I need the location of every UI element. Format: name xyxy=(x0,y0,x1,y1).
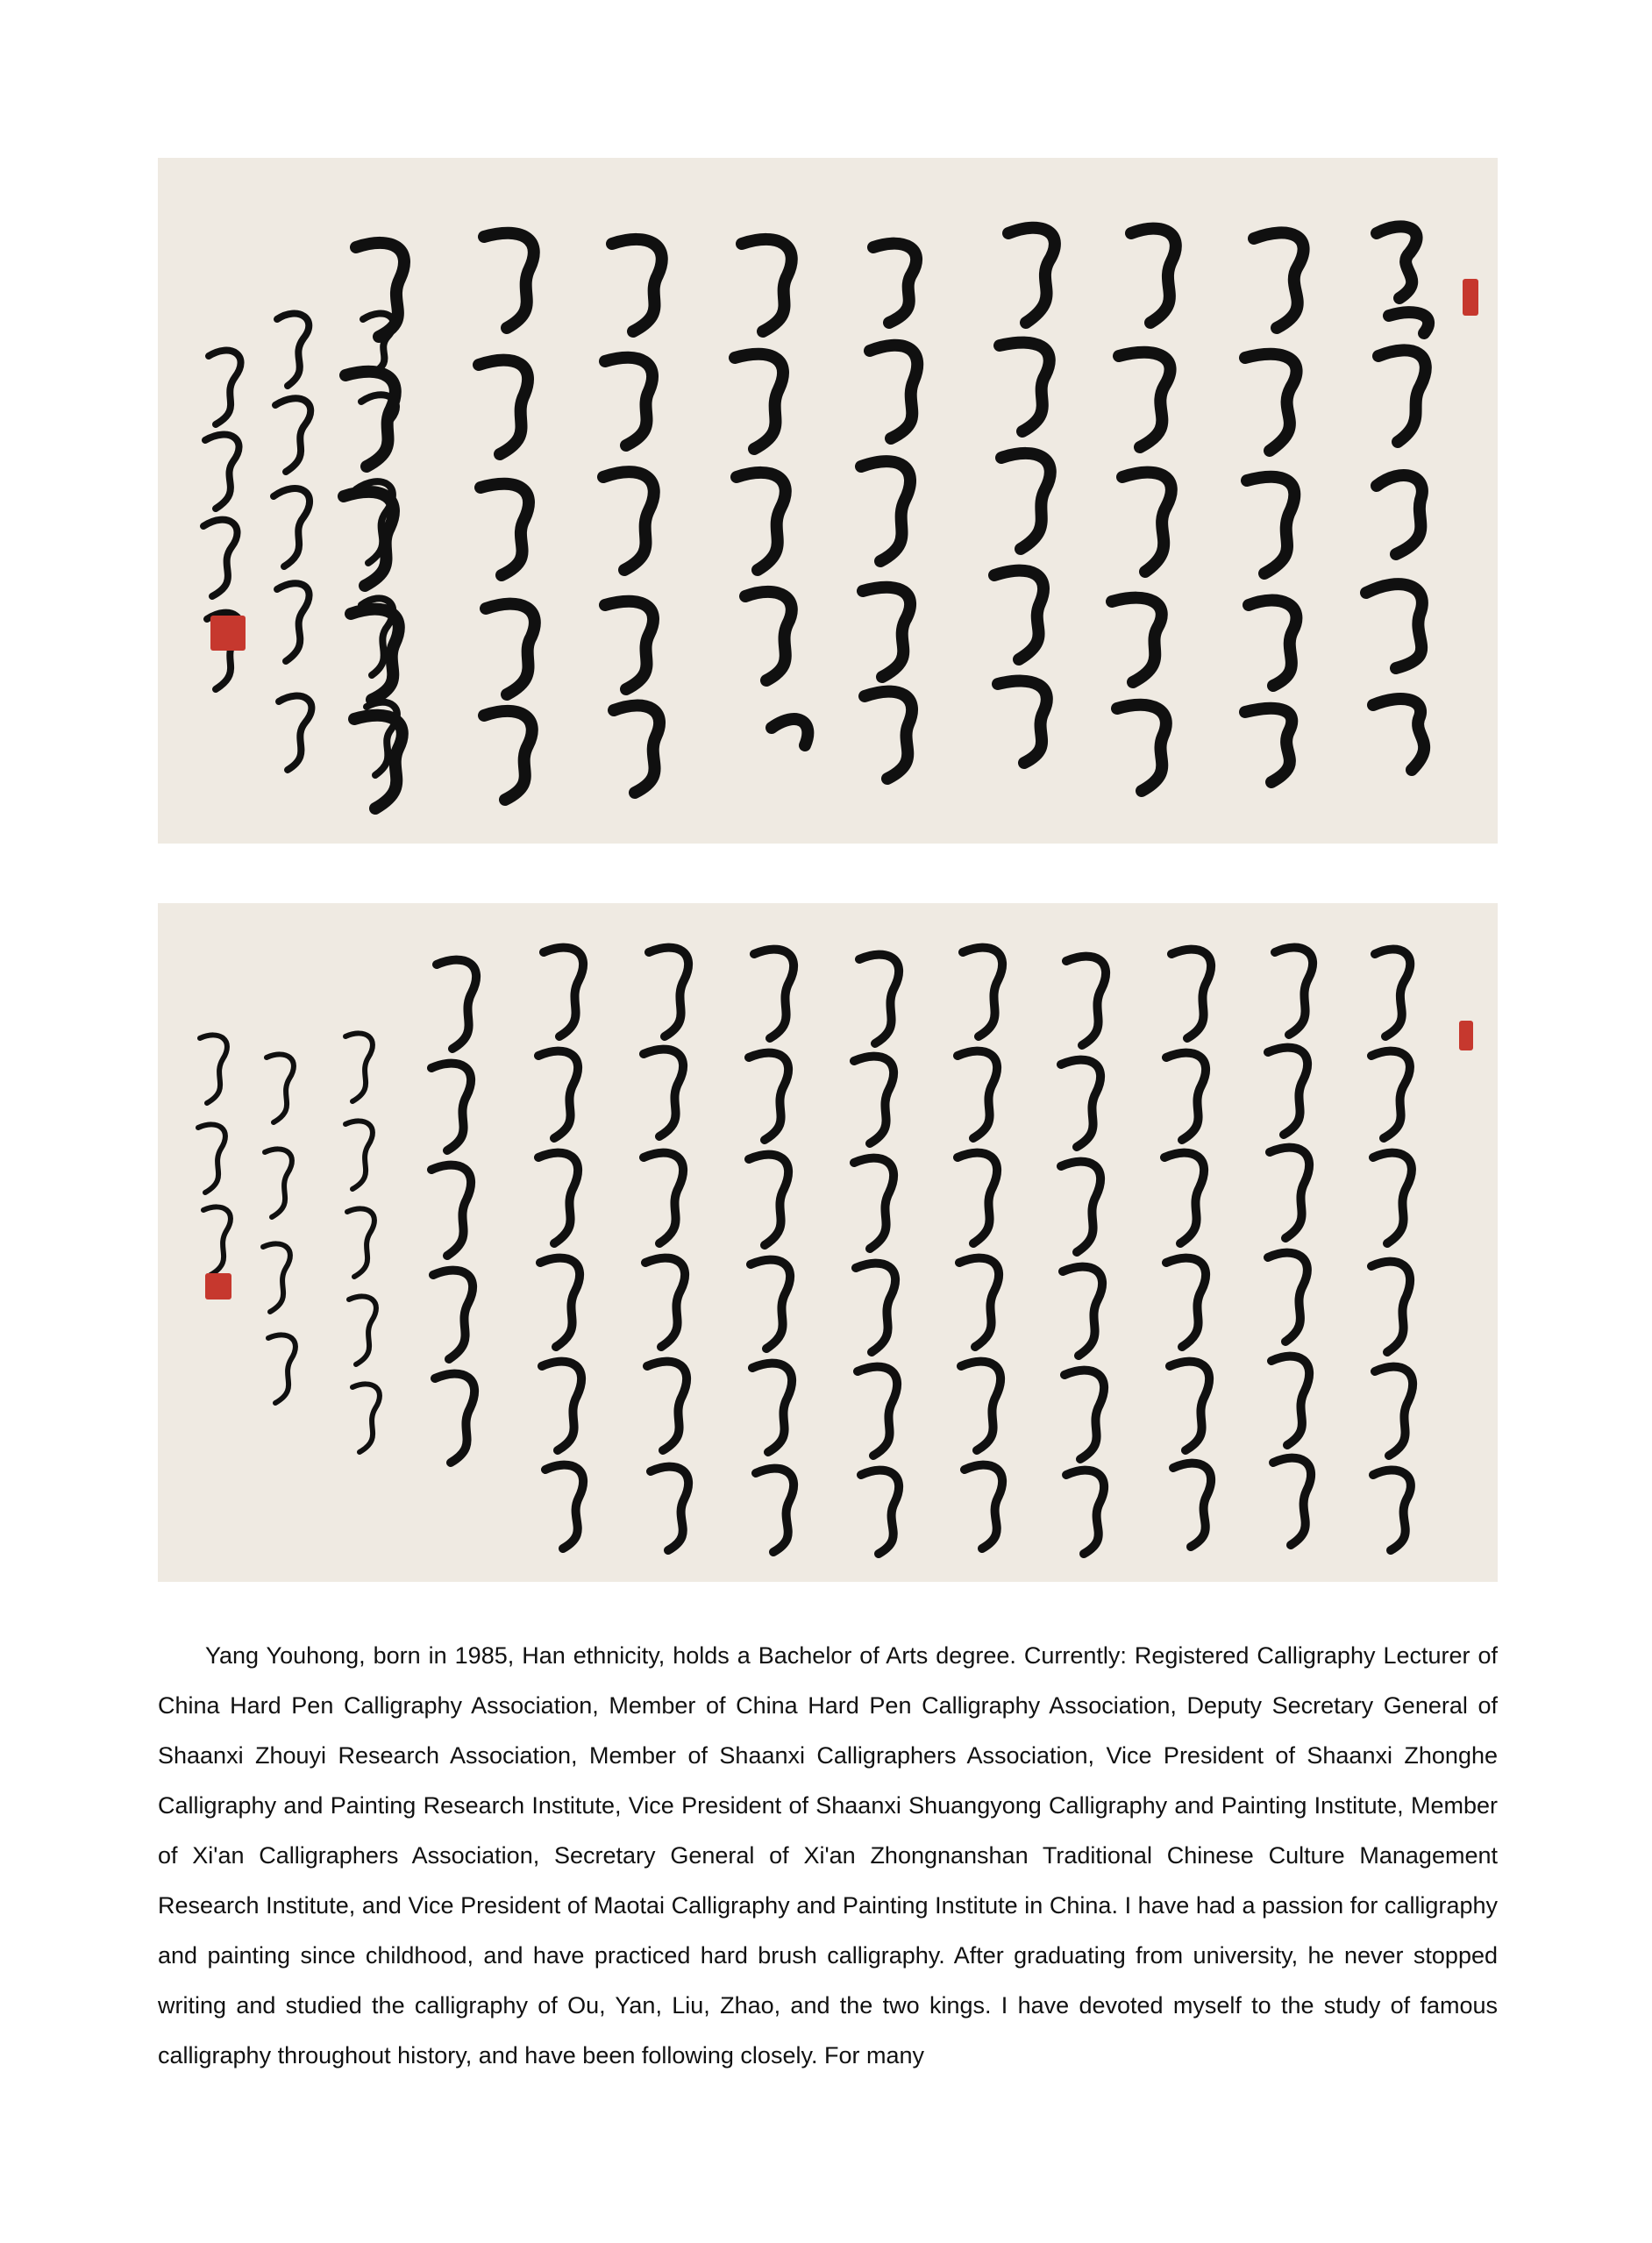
calligraphy-artwork-bottom xyxy=(158,903,1498,1582)
biography-paragraph: Yang Youhong, born in 1985, Han ethnicity, holds a Bachelor of Arts degree. Currently: Registered Calligraphy Lecturer of China Hard Pen Calligraphy Association, Member of China Hard Pen Calligraphy Association, Deputy Secretary General of Shaanxi Zhouyi Research Association, Member of Shaanxi Calligraphers Association, Vice President of Shaanxi Zhonghe Calligraphy and Painting Research Institute, Vice President of Shaanxi Shuangyong Calligraphy and Painting Institute, Member of Xi'an Calligraphers Association, Secretary General of Xi'an Zhongnanshan Traditional Chinese Culture Management Research Institute, and Vice President of Maotai Calligraphy and Painting Institute in China. I have had a passion for calligraphy and painting since childhood, and have practiced hard brush calligraphy. After graduating from university, he never stopped writing and studied the calligraphy of Ou, Yan, Liu, Zhao, and the two kings. I have devoted myself to the study of famous calligraphy throughout history, and have been following closely. For many xyxy=(158,1642,1498,2069)
calligraphy-artwork-top xyxy=(158,158,1498,844)
